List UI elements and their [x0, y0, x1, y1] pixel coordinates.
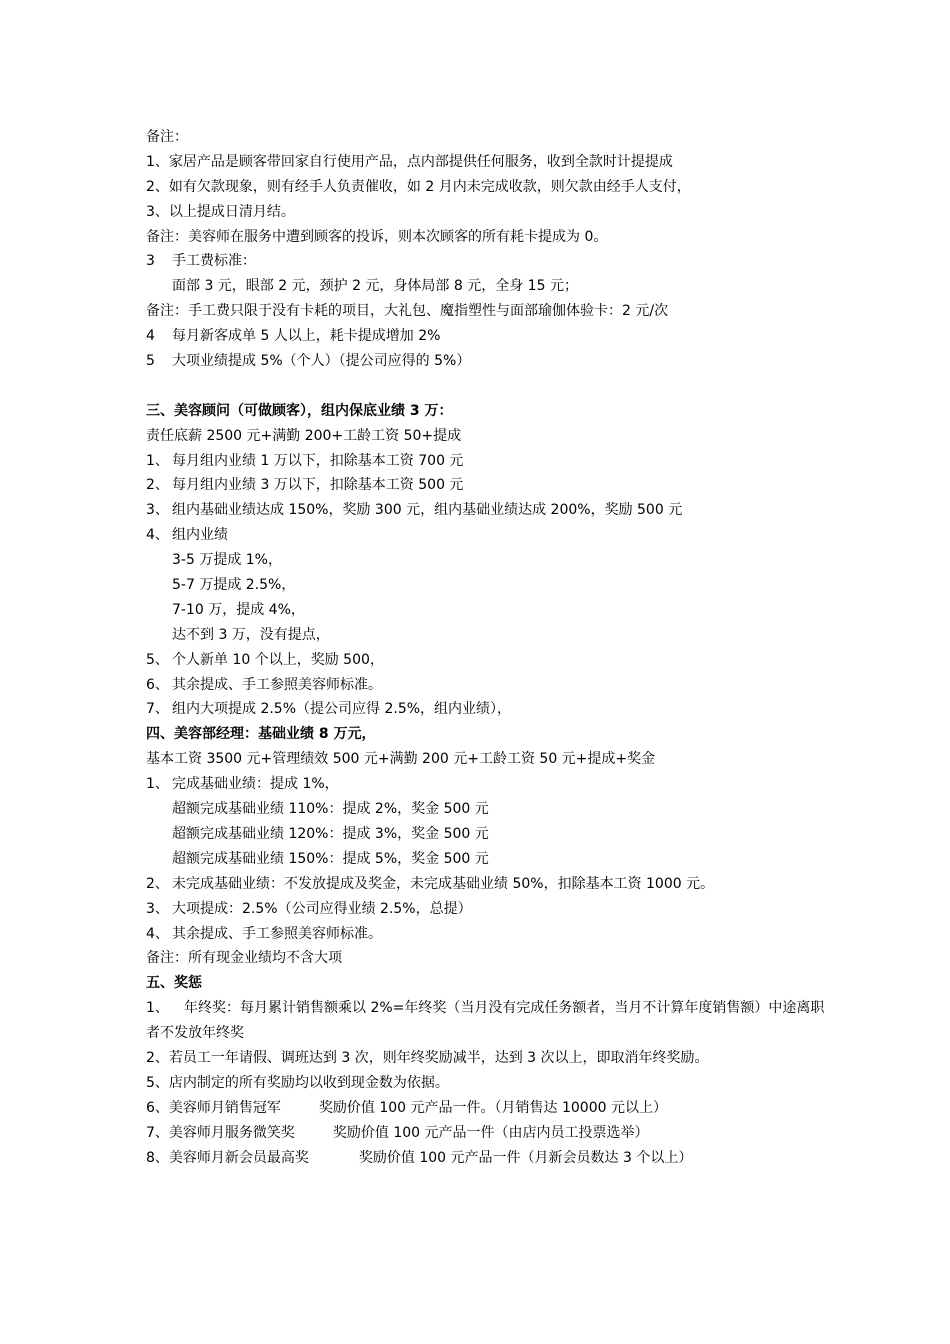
list-number: 1、: [146, 776, 169, 793]
tier-item: 3-5 万提成 1%，: [172, 552, 282, 569]
list-number: 3、: [146, 502, 169, 519]
award-reward: 奖励价值 100 元产品一件（由店内员工投票选举）: [332, 1124, 649, 1141]
list-text: 个人新单 10 个以上，奖励 500，: [172, 651, 384, 668]
consultant-salary: 责任底薪 2500 元+满勤 200+工龄工资 50+提成: [146, 427, 462, 444]
list-item: [146, 498, 826, 523]
award-reward: 奖励价值 100 元产品一件（月新会员数达 3 个以上）: [358, 1149, 693, 1166]
award-item: [146, 1146, 826, 1171]
list-number: 4、: [146, 527, 169, 544]
award-name: 8、美容师月新会员最高奖: [146, 1149, 309, 1166]
list-text: 组内大项提成 2.5%（提公司应得 2.5%，组内业绩），: [172, 701, 512, 718]
complaint-note: 备注：美容师在服务中遭到顾客的投诉，则本次顾客的所有耗卡提成为 0。: [146, 228, 608, 245]
tier-item: 达不到 3 万，没有提点，: [172, 626, 330, 643]
list-number: 6、: [146, 676, 169, 693]
reward-item-year-end: [146, 996, 826, 1046]
list-number: 4: [146, 328, 155, 345]
list-text: 大项业绩提成 5%（个人）（提公司应得的 5%）: [172, 353, 471, 370]
list-item: [146, 648, 826, 673]
list-text: 其余提成、手工参照美容师标准。: [172, 925, 382, 942]
list-number: 3、: [146, 900, 169, 917]
list-item: [146, 673, 826, 698]
list-text: 未完成基础业绩：不发放提成及奖金，未完成基础业绩 50%，扣除基本工资 1000 元。: [172, 875, 715, 892]
list-number: 4、: [146, 925, 169, 942]
list-number: 1、: [146, 1000, 169, 1017]
note-item: 1、家居产品是顾客带回家自行使用产品，点内部提供任何服务，收到全款时计提提成: [146, 153, 673, 170]
list-number: 2、: [146, 477, 169, 494]
excess-item: 超额完成基础业绩 120%：提成 3%，奖金 500 元: [172, 825, 489, 842]
award-reward: 奖励价值 100 元产品一件。（月销售达 10000 元以上）: [318, 1099, 667, 1116]
list-number: 5、: [146, 651, 169, 668]
list-text: 其余提成、手工参照美容师标准。: [172, 676, 382, 693]
manual-fee-detail: 面部 3 元，眼部 2 元，颈护 2 元，身体局部 8 元，全身 15 元；: [172, 278, 578, 295]
manual-fee-note: 备注：手工费只限于没有卡耗的项目，大礼包、魔指塑性与面部瑜伽体验卡：2 元/次: [146, 303, 669, 320]
list-number: 5: [146, 353, 155, 370]
list-item: [146, 922, 826, 947]
list-text: 组内业绩: [172, 527, 228, 544]
tier-item: 5-7 万提成 2.5%，: [172, 577, 296, 594]
section-heading-consultant: 三、美容顾问（可做顾客），组内保底业绩 3 万：: [146, 402, 453, 419]
list-text: 年终奖：每月累计销售额乘以 2%=年终奖（当月没有完成任务额者，当月不计算年度销售额）中途离职者不发放年终奖: [146, 1000, 825, 1042]
list-item: [146, 523, 826, 548]
award-name: 6、美容师月销售冠军: [146, 1099, 281, 1116]
tier-item: 7-10 万，提成 4%，: [172, 601, 305, 618]
manual-fee-heading: [146, 249, 826, 274]
list-number: 1、: [146, 452, 169, 469]
list-item: [146, 473, 826, 498]
reward-item: 2、若员工一年请假、调班达到 3 次，则年终奖励减半，达到 3 次以上，即取消年终奖励。: [146, 1049, 709, 1066]
list-text: 每月组内业绩 3 万以下，扣除基本工资 500 元: [172, 477, 464, 494]
section-heading-rewards: 五、奖惩: [146, 975, 202, 992]
list-item: [146, 872, 826, 897]
list-item: [146, 324, 826, 349]
note-item: 2、如有欠款现象，则有经手人负责催收，如 2 月内未完成收款，则欠款由经手人支付，: [146, 178, 691, 195]
note-item: 3、以上提成日清月结。: [146, 203, 295, 220]
list-text: 组内基础业绩达成 150%，奖励 300 元，组内基础业绩达成 200%，奖励 500 元: [172, 502, 683, 519]
list-number: 3: [146, 253, 155, 270]
award-item: [146, 1096, 826, 1121]
award-name: 7、美容师月服务微笑奖: [146, 1124, 295, 1141]
list-text: 完成基础业绩：提成 1%，: [172, 776, 339, 793]
excess-item: 超额完成基础业绩 110%：提成 2%，奖金 500 元: [172, 801, 489, 818]
award-item: [146, 1121, 826, 1146]
list-text: 每月组内业绩 1 万以下，扣除基本工资 700 元: [172, 452, 464, 469]
blank-line: [146, 374, 826, 399]
document-body: [146, 125, 826, 1170]
excess-item: 超额完成基础业绩 150%：提成 5%，奖金 500 元: [172, 850, 489, 867]
list-item: [146, 697, 826, 722]
manager-salary: 基本工资 3500 元+管理绩效 500 元+满勤 200 元+工龄工资 50 元+提成+奖金: [146, 751, 656, 768]
list-item: [146, 349, 826, 374]
list-item: [146, 449, 826, 474]
list-number: 7、: [146, 701, 169, 718]
list-text: 每月新客成单 5 人以上，耗卡提成增加 2%: [172, 328, 441, 345]
list-text: 大项提成：2.5%（公司应得业绩 2.5%，总提）: [172, 900, 472, 917]
reward-item: 5、店内制定的所有奖励均以收到现金数为依据。: [146, 1074, 449, 1091]
manual-fee-label: 手工费标准：: [172, 253, 256, 270]
list-item: [146, 772, 826, 797]
section-heading-manager: 四、美容部经理：基础业绩 8 万元，: [146, 726, 376, 743]
manager-note: 备注：所有现金业绩均不含大项: [146, 950, 342, 967]
notes-title: 备注：: [146, 129, 188, 145]
list-number: 2、: [146, 875, 169, 892]
list-item: [146, 897, 826, 922]
